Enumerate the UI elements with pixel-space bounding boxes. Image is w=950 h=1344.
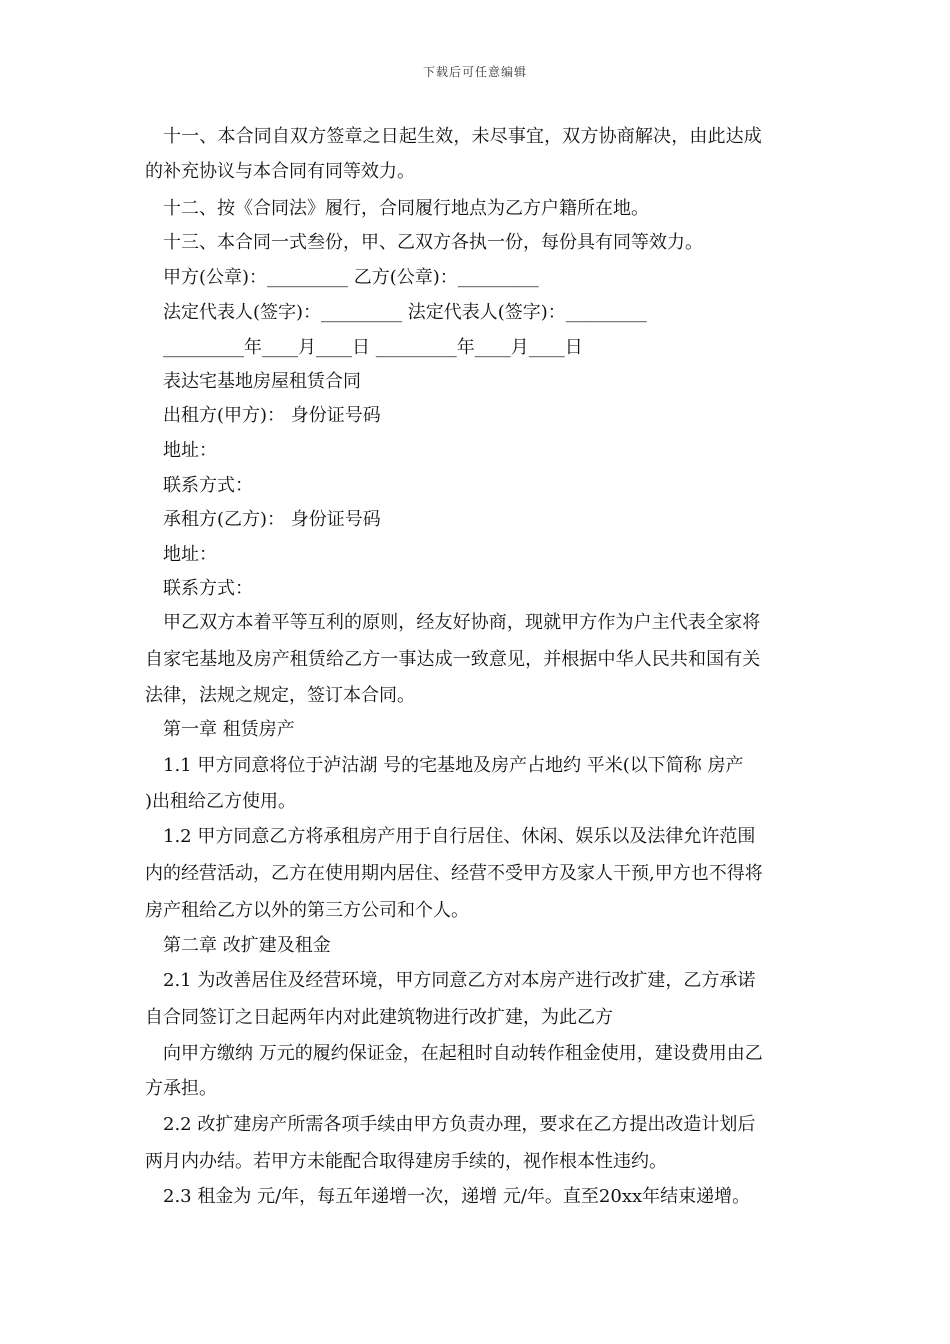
signature-date-line: _________年____月____日 _________年____月____日 [163, 337, 583, 358]
lessee-contact: 联系方式： [163, 578, 253, 599]
article-2-1-line-4: 方承担。 [145, 1078, 217, 1099]
preamble-line-3: 法律，法规之规定，签订本合同。 [145, 685, 415, 706]
article-1-1-line-2: )出租给乙方使用。 [145, 791, 297, 812]
article-2-1-line-1: 2.1 为改善居住及经营环境，甲方同意乙方对本房产进行改扩建，乙方承诺 [163, 970, 756, 991]
chapter-2-heading: 第二章 改扩建及租金 [163, 935, 331, 956]
lessee-line: 承租方(乙方)： 身份证号码 [163, 509, 381, 530]
article-2-3: 2.3 租金为 元/年，每五年递增一次，递增 元/年。直至20xx年结束递增。 [163, 1186, 751, 1207]
article-2-1-line-2: 自合同签订之日起两年内对此建筑物进行改扩建，为此乙方 [145, 1007, 613, 1028]
clause-11-line-2: 的补充协议与本合同有同等效力。 [145, 161, 415, 182]
clause-11-line-1: 十一、本合同自双方签章之日起生效，未尽事宜，双方协商解决，由此达成 [163, 126, 762, 147]
page-header-note: 下载后可任意编辑 [422, 65, 527, 79]
preamble-line-2: 自家宅基地及房产租赁给乙方一事达成一致意见，并根据中华人民共和国有关 [145, 649, 761, 670]
article-1-2-line-1: 1.2 甲方同意乙方将承租房产用于自行居住、休闲、娱乐以及法律允许范围 [163, 826, 756, 847]
signature-representative-line: 法定代表人(签字)：_________ 法定代表人(签字)：_________ [163, 302, 647, 323]
contract-title: 表达宅基地房屋租赁合同 [163, 371, 361, 392]
article-1-1-line-1: 1.1 甲方同意将位于泸沽湖 号的宅基地及房产占地约 平米(以下简称 房产 [163, 755, 744, 776]
lessor-line: 出租方(甲方)： 身份证号码 [163, 405, 381, 426]
chapter-1-heading: 第一章 租赁房产 [163, 719, 295, 740]
lessor-contact: 联系方式： [163, 475, 253, 496]
article-2-2-line-1: 2.2 改扩建房产所需各项手续由甲方负责办理，要求在乙方提出改造计划后 [163, 1114, 756, 1135]
lessee-address: 地址： [163, 544, 217, 565]
article-1-2-line-2: 内的经营活动，乙方在使用期内居住、经营不受甲方及家人干预,甲方也不得将 [145, 863, 763, 884]
signature-seal-line: 甲方(公章)：_________ 乙方(公章)：_________ [163, 267, 539, 288]
preamble-line-1: 甲乙双方本着平等互利的原则，经友好协商，现就甲方作为户主代表全家将 [163, 612, 761, 633]
article-1-2-line-3: 房产租给乙方以外的第三方公司和个人。 [145, 900, 469, 921]
article-2-2-line-2: 两月内办结。若甲方未能配合取得建房手续的，视作根本性违约。 [145, 1151, 667, 1172]
article-2-1-line-3: 向甲方缴纳 万元的履约保证金，在起租时自动转作租金使用，建设费用由乙 [163, 1043, 763, 1064]
clause-13: 十三、本合同一式叁份，甲、乙双方各执一份，每份具有同等效力。 [163, 232, 703, 253]
lessor-address: 地址： [163, 440, 217, 461]
clause-12: 十二、按《合同法》履行，合同履行地点为乙方户籍所在地。 [163, 198, 649, 219]
